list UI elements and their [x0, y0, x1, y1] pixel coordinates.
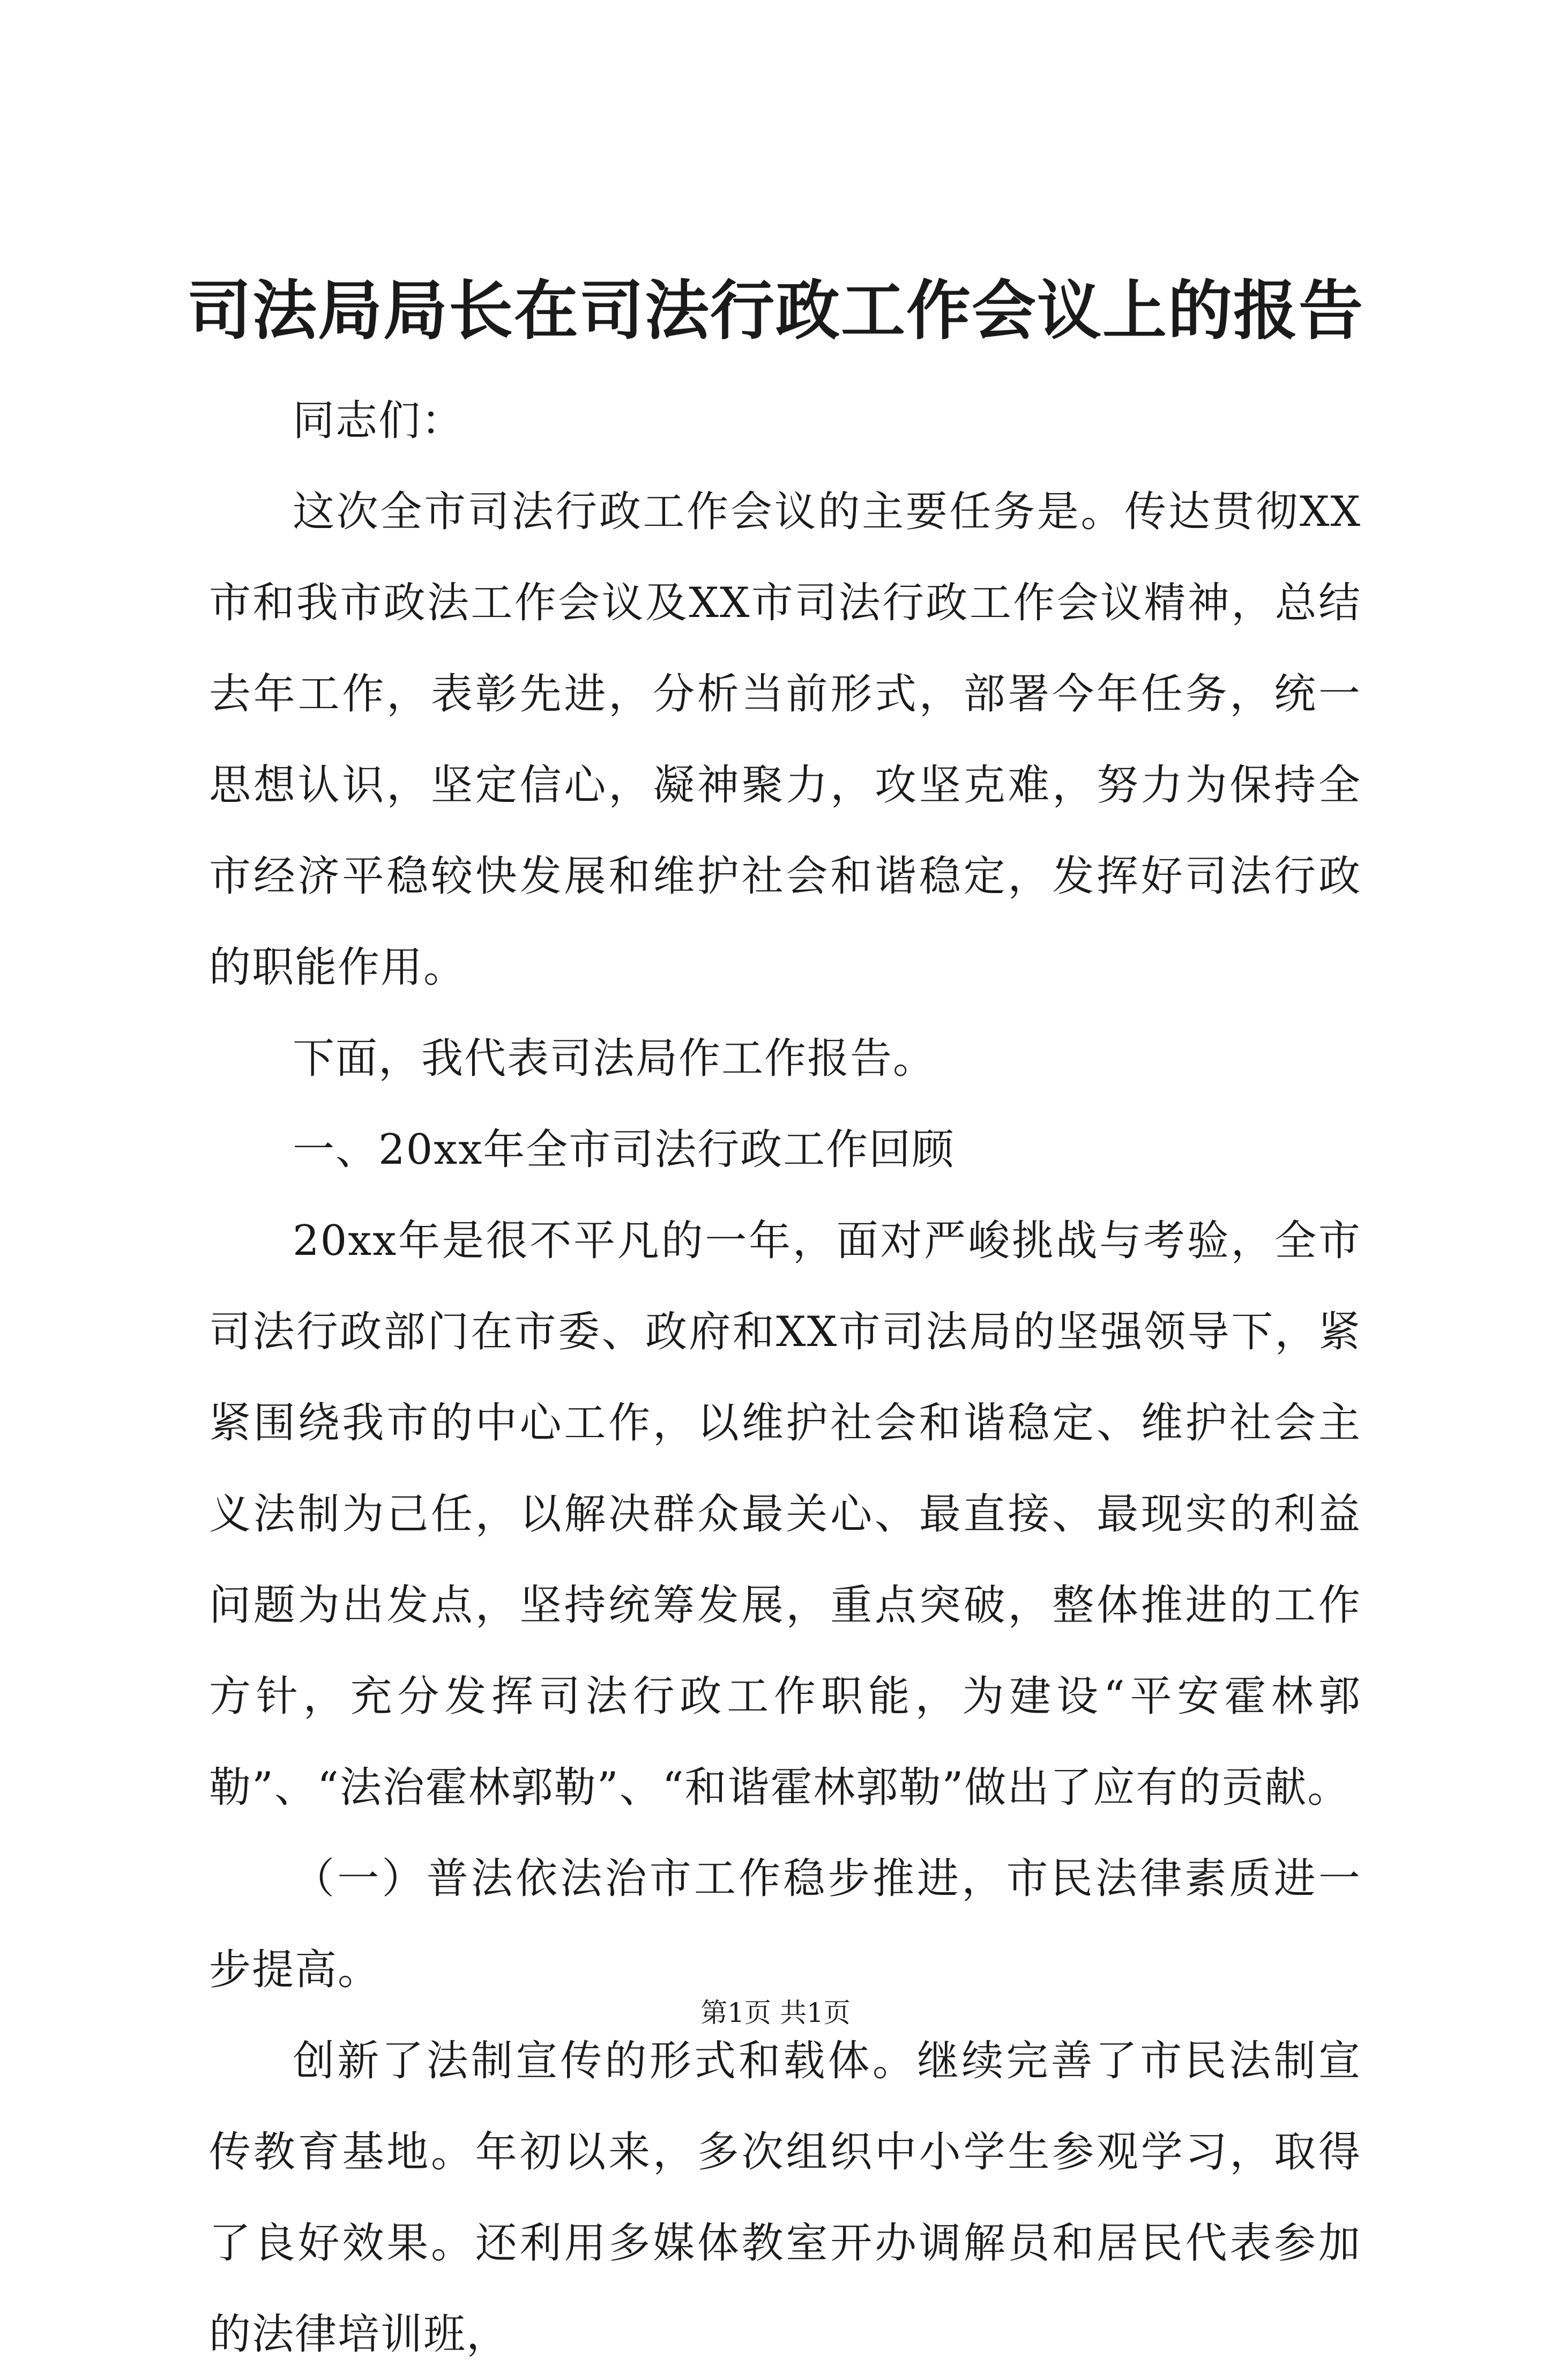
paragraph-legal-publicity: 创新了法制宣传的形式和载体。继续完善了市民法制宣传教育基地。年初以来，多次组织中小学生参观学习，取得了良好效果。还利用多媒体教室开办调解员和居民代表参加的法律培训班， — [209, 2037, 1361, 2359]
subsection-heading: （一）普法依法治市工作稳步推进，市民法律素质进一步提高。 — [209, 1855, 1361, 1994]
page-footer: 第1页 共1页 — [700, 1997, 851, 2028]
paragraph-intro: 这次全市司法行政工作会议的主要任务是。传达贯彻XX市和我市政法工作会议及XX市司法行政工作会议精神，总结去年工作，表彰先进，分析当前形式，部署今年任务，统一思想认识，坚定信心，凝神聚力，攻坚克难，努力为保持全市经济平稳较快发展和维护社会和谐稳定，发挥好司法行政的职能作用。 — [209, 488, 1361, 992]
section-heading: 一、20xx年全市司法行政工作回顾 — [293, 1126, 955, 1174]
paragraph-review: 20xx年是很不平凡的一年，面对严峻挑战与考验，全市司法行政部门在市委、政府和XX市司法局的坚强领导下，紧紧围绕我市的中心工作，以维护社会和谐稳定、维护社会主义法制为己任，以解决群众最关心、最直接、最现实的利益问题为出发点，坚持统筹发展，重点突破，整体推进的工作方针，充分发挥司法行政工作职能，为建设“平安霍林郭勒”、“法治霍林郭勒”、“和谐霍林郭勒”做出了应有的贡献。 — [209, 1217, 1361, 1812]
paragraph-report-statement: 下面，我代表司法局作工作报告。 — [293, 1035, 936, 1083]
document-title: 司法局局长在司法行政工作会议上的报告 — [187, 273, 1364, 348]
document-body — [209, 375, 1361, 2380]
salutation: 同志们： — [293, 397, 465, 445]
